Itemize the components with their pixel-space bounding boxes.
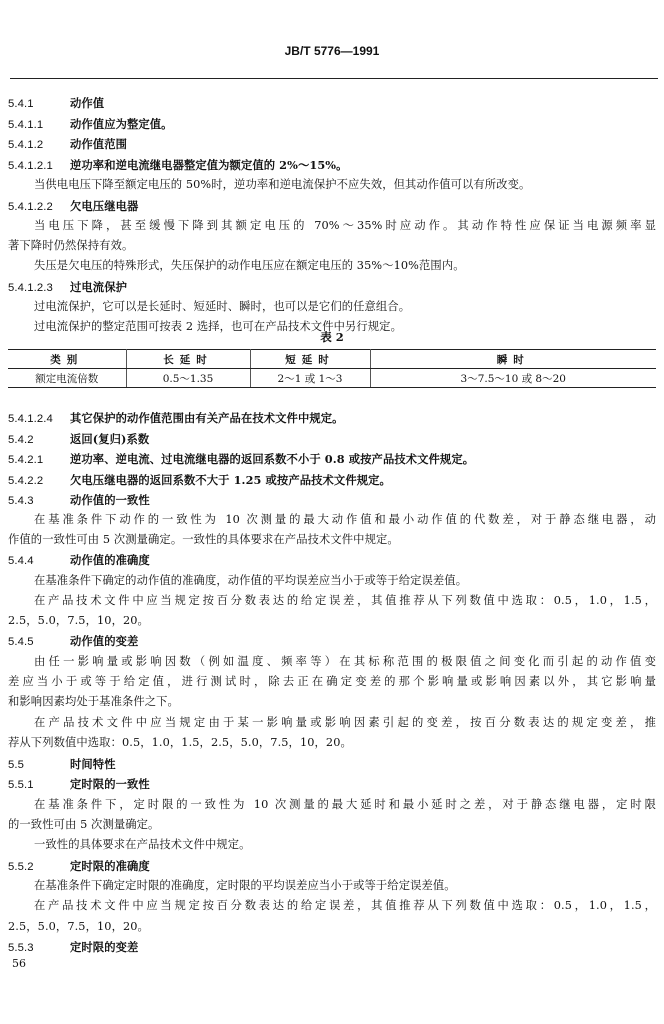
paragraph-line: 在产品技术文件中应当规定按百分数表达的给定误差，其值推荐从下列数值中选取：0.5，1.0，1.5， bbox=[34, 899, 656, 912]
section-title: 欠电压继电器的返回系数不大于 1.25 或按产品技术文件规定。 bbox=[70, 473, 391, 487]
table-row bbox=[8, 369, 656, 388]
section-number: 5.4.1.1 bbox=[8, 119, 44, 131]
section-number: 5.5.2 bbox=[8, 861, 34, 873]
section-heading bbox=[8, 756, 656, 773]
paragraph-line: 一致性的具体要求在产品技术文件中规定。 bbox=[34, 838, 251, 851]
paragraph-line: 由任一影响量或影响因数（例如温度、频率等）在其标称范围的极限值之间变化而引起的动作值变 bbox=[34, 655, 656, 668]
section-heading bbox=[8, 552, 656, 569]
paragraph-line: 作值的一致性可由 5 次测量确定。一致性的具体要求在产品技术文件中规定。 bbox=[8, 533, 399, 546]
section-title: 时间特性 bbox=[70, 757, 116, 771]
paragraph-line: 失压是欠电压的特殊形式，失压保护的动作电压应在额定电压的 35%～10%范围内。 bbox=[34, 259, 465, 272]
section-heading bbox=[8, 157, 656, 174]
paragraph-line: 2.5，5.0，7.5，10，20。 bbox=[8, 614, 149, 627]
section-number: 5.4.5 bbox=[8, 636, 34, 648]
section-title: 逆功率、逆电流、过电流继电器的返回系数不小于 0.8 或按产品技术文件规定。 bbox=[70, 452, 475, 466]
section-heading bbox=[8, 776, 656, 793]
table-header-cell: 长延时 bbox=[126, 350, 250, 369]
section-title: 欠电压继电器 bbox=[70, 199, 139, 213]
section-heading bbox=[8, 492, 656, 509]
section-heading bbox=[8, 136, 656, 153]
paragraph-line: 著下降时仍然保持有效。 bbox=[8, 239, 134, 252]
section-heading bbox=[8, 95, 656, 112]
section-title: 其它保护的动作值范围由有关产品在技术文件中规定。 bbox=[70, 411, 344, 425]
section-heading bbox=[8, 198, 656, 215]
paragraph-line: 在产品技术文件中应当规定按百分数表达的给定误差，其值推荐从下列数值中选取：0.5，1.0，1.5， bbox=[34, 594, 656, 607]
paragraph-line: 在基准条件下，定时限的一致性为 10 次测量的最大延时和最小延时之差，对于静态继电器，定时限 bbox=[34, 798, 656, 811]
table-cell: 额定电流倍数 bbox=[8, 369, 126, 388]
page-number: 56 bbox=[12, 957, 26, 970]
section-number: 5.5.3 bbox=[8, 942, 34, 954]
paragraph-line: 在基准条件下确定定时限的准确度，定时限的平均误差应当小于或等于给定误差值。 bbox=[34, 879, 456, 892]
paragraph-line: 在基准条件下动作的一致性为 10 次测量的最大动作值和最小动作值的代数差，对于静态继电器，动 bbox=[34, 513, 656, 526]
paragraph-line: 当电压下降，甚至缓慢下降到其额定电压的 70%～35%时应动作。其动作特性应保证当电源频率显 bbox=[34, 219, 656, 232]
section-title: 动作值的准确度 bbox=[70, 553, 150, 567]
section-heading bbox=[8, 116, 656, 133]
paragraph-line: 在产品技术文件中应当规定由于某一影响量或影响因素引起的变差，按百分数表达的规定变差，推 bbox=[34, 716, 656, 729]
table-header-cell: 类别 bbox=[8, 350, 126, 369]
paragraph-line: 在基准条件下确定的动作值的准确度，动作值的平均误差应当小于或等于给定误差值。 bbox=[34, 574, 468, 587]
table-header-cell: 瞬时 bbox=[370, 350, 656, 369]
header-rule bbox=[10, 78, 658, 79]
table-caption: 表 2 bbox=[320, 330, 344, 344]
table-cell: 3～7.5～10 或 8～20 bbox=[370, 369, 656, 388]
table-cell: 2～1 或 1～3 bbox=[250, 369, 370, 388]
section-number: 5.4.1.2.4 bbox=[8, 413, 53, 425]
table-cell: 0.5～1.35 bbox=[126, 369, 250, 388]
section-number: 5.4.1.2 bbox=[8, 139, 44, 151]
section-heading bbox=[8, 939, 656, 956]
section-number: 5.4.2 bbox=[8, 434, 34, 446]
section-heading bbox=[8, 431, 656, 448]
page-header-doc-code: JB/T 5776—1991 bbox=[284, 44, 380, 58]
section-title: 返回(复归)系数 bbox=[70, 432, 150, 446]
section-heading bbox=[8, 858, 656, 875]
section-title: 逆功率和逆电流继电器整定值为额定值的 2%～15%。 bbox=[70, 158, 348, 172]
section-heading bbox=[8, 472, 656, 489]
paragraph-line: 过电流保护的整定范围可按表 2 选择，也可在产品技术文件中另行规定。 bbox=[34, 320, 402, 333]
paragraph-line: 的一致性可由 5 次测量确定。 bbox=[8, 818, 160, 831]
table-header-row bbox=[8, 350, 656, 369]
section-number: 5.4.4 bbox=[8, 555, 34, 567]
section-title: 动作值应为整定值。 bbox=[70, 117, 173, 131]
section-number: 5.4.1 bbox=[8, 98, 34, 110]
section-title: 动作值 bbox=[70, 96, 105, 110]
table-header-cell: 短延时 bbox=[250, 350, 370, 369]
paragraph-line: 当供电电压下降至额定电压的 50%时，逆功率和逆电流保护不应失效，但其动作值可以有所改变。 bbox=[34, 178, 531, 191]
section-title: 定时限的变差 bbox=[70, 940, 139, 954]
section-title: 定时限的一致性 bbox=[70, 777, 150, 791]
section-heading bbox=[8, 451, 656, 468]
paragraph-line: 荐从下列数值中选取：0.5，1.0，1.5，2.5，5.0，7.5，10，20。 bbox=[8, 736, 352, 749]
section-title: 定时限的准确度 bbox=[70, 859, 150, 873]
paragraph-line: 过电流保护，它可以是长延时、短延时、瞬时，也可以是它们的任意组合。 bbox=[34, 300, 411, 313]
section-heading bbox=[8, 633, 656, 650]
section-number: 5.4.1.2.2 bbox=[8, 201, 53, 213]
paragraph-line: 和影响因素均处于基准条件之下。 bbox=[8, 695, 179, 708]
section-number: 5.5.1 bbox=[8, 779, 34, 791]
section-title: 动作值范围 bbox=[70, 137, 127, 151]
section-number: 5.4.2.1 bbox=[8, 454, 44, 466]
paragraph-line: 2.5，5.0，7.5，10，20。 bbox=[8, 920, 149, 933]
section-heading bbox=[8, 279, 656, 296]
section-number: 5.4.2.2 bbox=[8, 475, 44, 487]
section-title: 过电流保护 bbox=[70, 280, 127, 294]
section-heading bbox=[8, 410, 656, 427]
paragraph-line: 差应当小于或等于给定值，进行测试时，除去正在确定变差的那个影响量或影响因素以外，其它影响量 bbox=[8, 675, 656, 688]
section-title: 动作值的一致性 bbox=[70, 493, 150, 507]
section-number: 5.4.1.2.1 bbox=[8, 160, 53, 172]
section-number: 5.4.3 bbox=[8, 495, 34, 507]
section-title: 动作值的变差 bbox=[70, 634, 139, 648]
setting-range-table bbox=[8, 349, 656, 388]
section-number: 5.4.1.2.3 bbox=[8, 282, 53, 294]
section-number: 5.5 bbox=[8, 759, 25, 771]
